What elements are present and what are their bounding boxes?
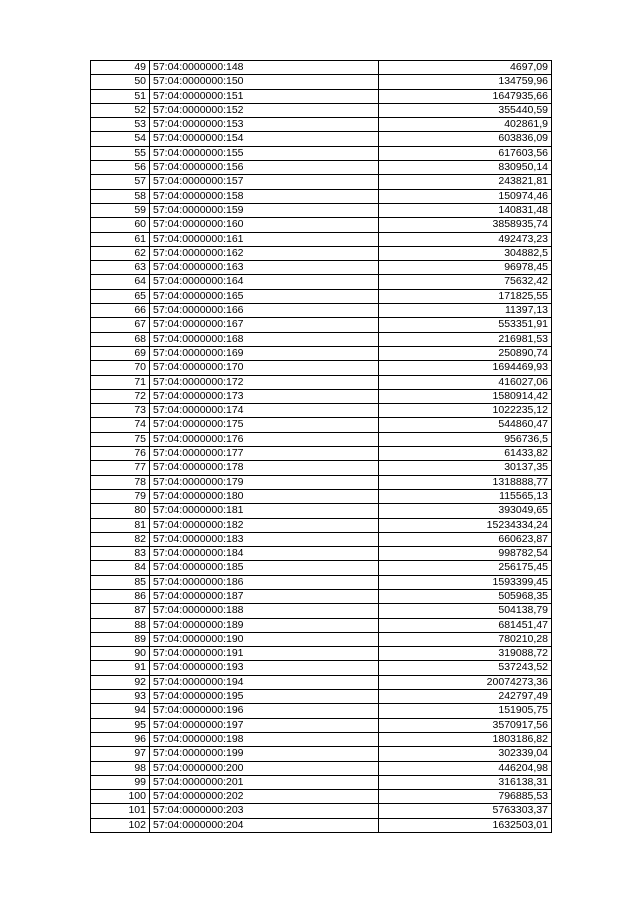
value-cell: 3570917,56 (379, 718, 552, 732)
cadastral-number-cell: 57:04:0000000:199 (150, 747, 379, 761)
cadastral-number-cell: 57:04:0000000:167 (150, 318, 379, 332)
value-cell: 416027,06 (379, 375, 552, 389)
cadastral-number-cell: 57:04:0000000:160 (150, 218, 379, 232)
value-cell: 319088,72 (379, 647, 552, 661)
value-cell: 4697,09 (379, 61, 552, 75)
table-row (91, 804, 552, 818)
cadastral-number-cell: 57:04:0000000:185 (150, 561, 379, 575)
value-cell: 256175,45 (379, 561, 552, 575)
cadastral-number-cell: 57:04:0000000:191 (150, 647, 379, 661)
cadastral-number-cell: 57:04:0000000:152 (150, 103, 379, 117)
row-number-cell: 63 (91, 261, 150, 275)
cadastral-number-cell: 57:04:0000000:177 (150, 447, 379, 461)
value-cell: 1593399,45 (379, 575, 552, 589)
table-row (91, 675, 552, 689)
table-row (91, 118, 552, 132)
row-number-cell: 102 (91, 818, 150, 832)
value-cell: 151905,75 (379, 704, 552, 718)
cadastral-number-cell: 57:04:0000000:189 (150, 618, 379, 632)
table-row (91, 61, 552, 75)
table-row (91, 189, 552, 203)
value-cell: 302339,04 (379, 747, 552, 761)
row-number-cell: 71 (91, 375, 150, 389)
cadastral-number-cell: 57:04:0000000:170 (150, 361, 379, 375)
row-number-cell: 90 (91, 647, 150, 661)
row-number-cell: 65 (91, 289, 150, 303)
cadastral-number-cell: 57:04:0000000:188 (150, 604, 379, 618)
cadastral-number-cell: 57:04:0000000:156 (150, 161, 379, 175)
row-number-cell: 92 (91, 675, 150, 689)
table-row (91, 232, 552, 246)
value-cell: 3858935,74 (379, 218, 552, 232)
value-cell: 304882,5 (379, 246, 552, 260)
table-row (91, 218, 552, 232)
value-cell: 316138,31 (379, 775, 552, 789)
table-row (91, 618, 552, 632)
cadastral-number-cell: 57:04:0000000:200 (150, 761, 379, 775)
value-cell: 96978,45 (379, 261, 552, 275)
value-cell: 553351,91 (379, 318, 552, 332)
table-row (91, 304, 552, 318)
cadastral-number-cell: 57:04:0000000:158 (150, 189, 379, 203)
cadastral-number-cell: 57:04:0000000:157 (150, 175, 379, 189)
cadastral-number-cell: 57:04:0000000:193 (150, 661, 379, 675)
cadastral-number-cell: 57:04:0000000:204 (150, 818, 379, 832)
table-row (91, 775, 552, 789)
cadastral-number-cell: 57:04:0000000:194 (150, 675, 379, 689)
row-number-cell: 56 (91, 161, 150, 175)
table-row (91, 203, 552, 217)
table-row (91, 389, 552, 403)
row-number-cell: 93 (91, 690, 150, 704)
cadastral-number-cell: 57:04:0000000:180 (150, 489, 379, 503)
table-row (91, 132, 552, 146)
table-row (91, 732, 552, 746)
cadastral-number-cell: 57:04:0000000:163 (150, 261, 379, 275)
value-cell: 998782,54 (379, 547, 552, 561)
value-cell: 115565,13 (379, 489, 552, 503)
table-row (91, 275, 552, 289)
cadastral-number-cell: 57:04:0000000:172 (150, 375, 379, 389)
cadastral-number-cell: 57:04:0000000:159 (150, 203, 379, 217)
value-cell: 956736,5 (379, 432, 552, 446)
table-row (91, 404, 552, 418)
table-row (91, 246, 552, 260)
cadastral-number-cell: 57:04:0000000:184 (150, 547, 379, 561)
value-cell: 11397,13 (379, 304, 552, 318)
cadastral-number-cell: 57:04:0000000:174 (150, 404, 379, 418)
cadastral-number-cell: 57:04:0000000:154 (150, 132, 379, 146)
table-row (91, 690, 552, 704)
row-number-cell: 97 (91, 747, 150, 761)
row-number-cell: 79 (91, 489, 150, 503)
row-number-cell: 53 (91, 118, 150, 132)
table-row (91, 575, 552, 589)
cadastral-number-cell: 57:04:0000000:195 (150, 690, 379, 704)
table-row (91, 161, 552, 175)
row-number-cell: 54 (91, 132, 150, 146)
value-cell: 537243,52 (379, 661, 552, 675)
cadastral-number-cell: 57:04:0000000:168 (150, 332, 379, 346)
cadastral-number-cell: 57:04:0000000:165 (150, 289, 379, 303)
value-cell: 660623,87 (379, 532, 552, 546)
table-row (91, 532, 552, 546)
row-number-cell: 60 (91, 218, 150, 232)
table-row (91, 561, 552, 575)
table-row (91, 75, 552, 89)
value-cell: 1647935,66 (379, 89, 552, 103)
table-row (91, 447, 552, 461)
value-cell: 20074273,36 (379, 675, 552, 689)
row-number-cell: 77 (91, 461, 150, 475)
cadastral-number-cell: 57:04:0000000:190 (150, 632, 379, 646)
cadastral-number-cell: 57:04:0000000:173 (150, 389, 379, 403)
value-cell: 1632503,01 (379, 818, 552, 832)
value-cell: 5763303,37 (379, 804, 552, 818)
row-number-cell: 50 (91, 75, 150, 89)
table-body (91, 61, 552, 833)
row-number-cell: 69 (91, 346, 150, 360)
value-cell: 617603,56 (379, 146, 552, 160)
table-row (91, 175, 552, 189)
row-number-cell: 66 (91, 304, 150, 318)
row-number-cell: 99 (91, 775, 150, 789)
row-number-cell: 85 (91, 575, 150, 589)
value-cell: 171825,55 (379, 289, 552, 303)
row-number-cell: 84 (91, 561, 150, 575)
row-number-cell: 94 (91, 704, 150, 718)
value-cell: 402861,9 (379, 118, 552, 132)
row-number-cell: 76 (91, 447, 150, 461)
table-row (91, 332, 552, 346)
cadastral-number-cell: 57:04:0000000:182 (150, 518, 379, 532)
table-row (91, 418, 552, 432)
table-row (91, 704, 552, 718)
value-cell: 1318888,77 (379, 475, 552, 489)
value-cell: 603836,09 (379, 132, 552, 146)
table-row (91, 504, 552, 518)
row-number-cell: 98 (91, 761, 150, 775)
value-cell: 544860,47 (379, 418, 552, 432)
cadastral-number-cell: 57:04:0000000:166 (150, 304, 379, 318)
value-cell: 830950,14 (379, 161, 552, 175)
cadastral-number-cell: 57:04:0000000:198 (150, 732, 379, 746)
value-cell: 134759,96 (379, 75, 552, 89)
value-cell: 446204,98 (379, 761, 552, 775)
cadastral-number-cell: 57:04:0000000:175 (150, 418, 379, 432)
table-row (91, 518, 552, 532)
row-number-cell: 88 (91, 618, 150, 632)
table-row (91, 461, 552, 475)
cadastral-number-cell: 57:04:0000000:181 (150, 504, 379, 518)
row-number-cell: 72 (91, 389, 150, 403)
row-number-cell: 67 (91, 318, 150, 332)
cadastral-number-cell: 57:04:0000000:169 (150, 346, 379, 360)
row-number-cell: 101 (91, 804, 150, 818)
table-row (91, 818, 552, 832)
table-row (91, 790, 552, 804)
row-number-cell: 83 (91, 547, 150, 561)
row-number-cell: 57 (91, 175, 150, 189)
table-row (91, 289, 552, 303)
table-row (91, 718, 552, 732)
row-number-cell: 80 (91, 504, 150, 518)
cadastral-number-cell: 57:04:0000000:164 (150, 275, 379, 289)
cadastral-number-cell: 57:04:0000000:148 (150, 61, 379, 75)
cadastral-number-cell: 57:04:0000000:153 (150, 118, 379, 132)
cadastral-number-cell: 57:04:0000000:155 (150, 146, 379, 160)
value-cell: 492473,23 (379, 232, 552, 246)
row-number-cell: 100 (91, 790, 150, 804)
row-number-cell: 52 (91, 103, 150, 117)
table-row (91, 632, 552, 646)
cadastral-number-cell: 57:04:0000000:197 (150, 718, 379, 732)
cadastral-number-cell: 57:04:0000000:179 (150, 475, 379, 489)
row-number-cell: 59 (91, 203, 150, 217)
value-cell: 61433,82 (379, 447, 552, 461)
row-number-cell: 87 (91, 604, 150, 618)
value-cell: 796885,53 (379, 790, 552, 804)
value-cell: 681451,47 (379, 618, 552, 632)
table-row (91, 589, 552, 603)
table-row (91, 475, 552, 489)
table-row (91, 547, 552, 561)
cadastral-number-cell: 57:04:0000000:151 (150, 89, 379, 103)
row-number-cell: 55 (91, 146, 150, 160)
value-cell: 243821,81 (379, 175, 552, 189)
cadastral-number-cell: 57:04:0000000:176 (150, 432, 379, 446)
cadastral-number-cell: 57:04:0000000:186 (150, 575, 379, 589)
row-number-cell: 68 (91, 332, 150, 346)
value-cell: 504138,79 (379, 604, 552, 618)
row-number-cell: 64 (91, 275, 150, 289)
table-row (91, 604, 552, 618)
row-number-cell: 51 (91, 89, 150, 103)
table-row (91, 432, 552, 446)
table-row (91, 146, 552, 160)
row-number-cell: 96 (91, 732, 150, 746)
value-cell: 1580914,42 (379, 389, 552, 403)
row-number-cell: 70 (91, 361, 150, 375)
cadastral-number-cell: 57:04:0000000:161 (150, 232, 379, 246)
table-row (91, 761, 552, 775)
value-cell: 242797,49 (379, 690, 552, 704)
table-row (91, 346, 552, 360)
row-number-cell: 73 (91, 404, 150, 418)
row-number-cell: 75 (91, 432, 150, 446)
table-row (91, 375, 552, 389)
cadastral-number-cell: 57:04:0000000:178 (150, 461, 379, 475)
cadastral-number-cell: 57:04:0000000:196 (150, 704, 379, 718)
value-cell: 250890,74 (379, 346, 552, 360)
cadastral-number-cell: 57:04:0000000:187 (150, 589, 379, 603)
row-number-cell: 58 (91, 189, 150, 203)
row-number-cell: 62 (91, 246, 150, 260)
parcel-value-table (90, 60, 552, 833)
table-row (91, 661, 552, 675)
row-number-cell: 89 (91, 632, 150, 646)
row-number-cell: 49 (91, 61, 150, 75)
value-cell: 780210,28 (379, 632, 552, 646)
row-number-cell: 86 (91, 589, 150, 603)
table-row (91, 361, 552, 375)
cadastral-number-cell: 57:04:0000000:183 (150, 532, 379, 546)
value-cell: 140831,48 (379, 203, 552, 217)
row-number-cell: 78 (91, 475, 150, 489)
row-number-cell: 61 (91, 232, 150, 246)
value-cell: 216981,53 (379, 332, 552, 346)
value-cell: 1803186,82 (379, 732, 552, 746)
row-number-cell: 74 (91, 418, 150, 432)
row-number-cell: 91 (91, 661, 150, 675)
cadastral-number-cell: 57:04:0000000:162 (150, 246, 379, 260)
cadastral-number-cell: 57:04:0000000:150 (150, 75, 379, 89)
row-number-cell: 81 (91, 518, 150, 532)
table-row (91, 261, 552, 275)
table-row (91, 318, 552, 332)
value-cell: 393049,65 (379, 504, 552, 518)
table-row (91, 489, 552, 503)
value-cell: 15234334,24 (379, 518, 552, 532)
value-cell: 75632,42 (379, 275, 552, 289)
table-row (91, 103, 552, 117)
row-number-cell: 82 (91, 532, 150, 546)
value-cell: 355440,59 (379, 103, 552, 117)
value-cell: 1694469,93 (379, 361, 552, 375)
value-cell: 150974,46 (379, 189, 552, 203)
value-cell: 1022235,12 (379, 404, 552, 418)
cadastral-number-cell: 57:04:0000000:203 (150, 804, 379, 818)
cadastral-number-cell: 57:04:0000000:201 (150, 775, 379, 789)
value-cell: 30137,35 (379, 461, 552, 475)
cadastral-number-cell: 57:04:0000000:202 (150, 790, 379, 804)
table-row (91, 747, 552, 761)
row-number-cell: 95 (91, 718, 150, 732)
table-row (91, 89, 552, 103)
table-row (91, 647, 552, 661)
value-cell: 505968,35 (379, 589, 552, 603)
